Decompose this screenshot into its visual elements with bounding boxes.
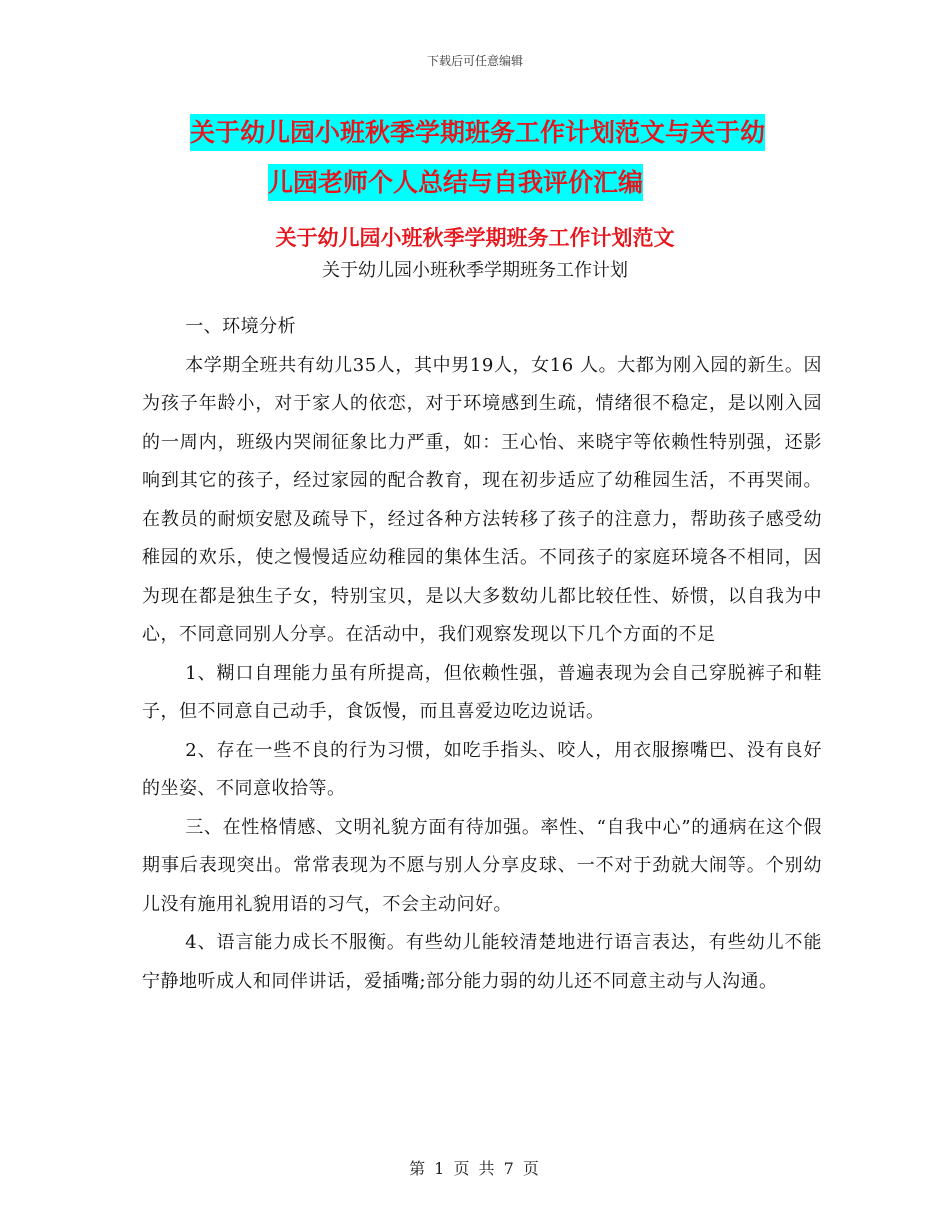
document-title-line-1 [150, 108, 830, 158]
page-number: 第 1 页 共 7 页 [409, 1159, 541, 1178]
title-highlight-2: 儿园老师个人总结与自我评价汇编 [268, 164, 643, 201]
paragraph-point-3: 三、在性格情感、文明礼貌方面有待加强。率性、“自我中心”的通病在这个假期事后表现突出。常常表现为不愿与别人分享皮球、一不对于劲就大闹等。个别幼儿没有施用礼貌用语的习气，不会主动问好。 [142, 816, 822, 915]
title-highlight-1: 关于幼儿园小班秋季学期班务工作计划范文与关于幼 [190, 114, 765, 151]
paragraph-environment-analysis: 本学期全班共有幼儿35人，其中男19人，女16 人。大都为刚入园的新生。因为孩子年龄小，对于家人的依恋，对于环境感到生疏，情绪很不稳定，是以刚入园的一周内，班级内哭闹征象比力严重，如：王心怡、来晓宇等依赖性特别强，还影响到其它的孩子，经过家园的配合教育，现在初步适应了幼稚园生活，不再哭闹。在教员的耐烦安慰及疏导下，经过各种方法转移了孩子的注意力，帮助孩子感受幼稚园的欢乐，使之慢慢适应幼稚园的集体生活。不同孩子的家庭环境各不相同，因为现在都是独生子女，特别宝贝，是以大多数幼儿都比较任性、娇惯，以自我为中心，不同意同别人分享。在活动中，我们观察发现以下几个方面的不足 [142, 354, 822, 645]
paragraph-point-2: 2、存在一些不良的行为习惯，如吃手指头、咬人，用衣服擦嘴巴、没有良好的坐姿、不同意收拾等。 [142, 739, 822, 799]
paragraph-point-1: 1、糊口自理能力虽有所提高，但依赖性强，普遍表现为会自己穿脱裤子和鞋子，但不同意自己动手，食饭慢，而且喜爱边吃边说话。 [142, 662, 822, 722]
paragraph-point-4: 4、语言能力成长不服衡。有些幼儿能较清楚地进行语言表达，有些幼儿不能宁静地听成人和同伴讲话，爱插嘴;部分能力弱的幼儿还不同意主动与人沟通。 [142, 932, 822, 992]
page-header-note: 下载后可任意编辑 [426, 54, 523, 68]
document-title [150, 108, 830, 208]
section-title: 关于幼儿园小班秋季学期班务工作计划范文 [275, 226, 675, 250]
document-title-line-2 [150, 158, 830, 208]
section-subtitle: 关于幼儿园小班秋季学期班务工作计划 [322, 260, 628, 281]
body-text [142, 308, 822, 1001]
paragraph-environment-heading: 一、环境分析 [185, 316, 297, 337]
